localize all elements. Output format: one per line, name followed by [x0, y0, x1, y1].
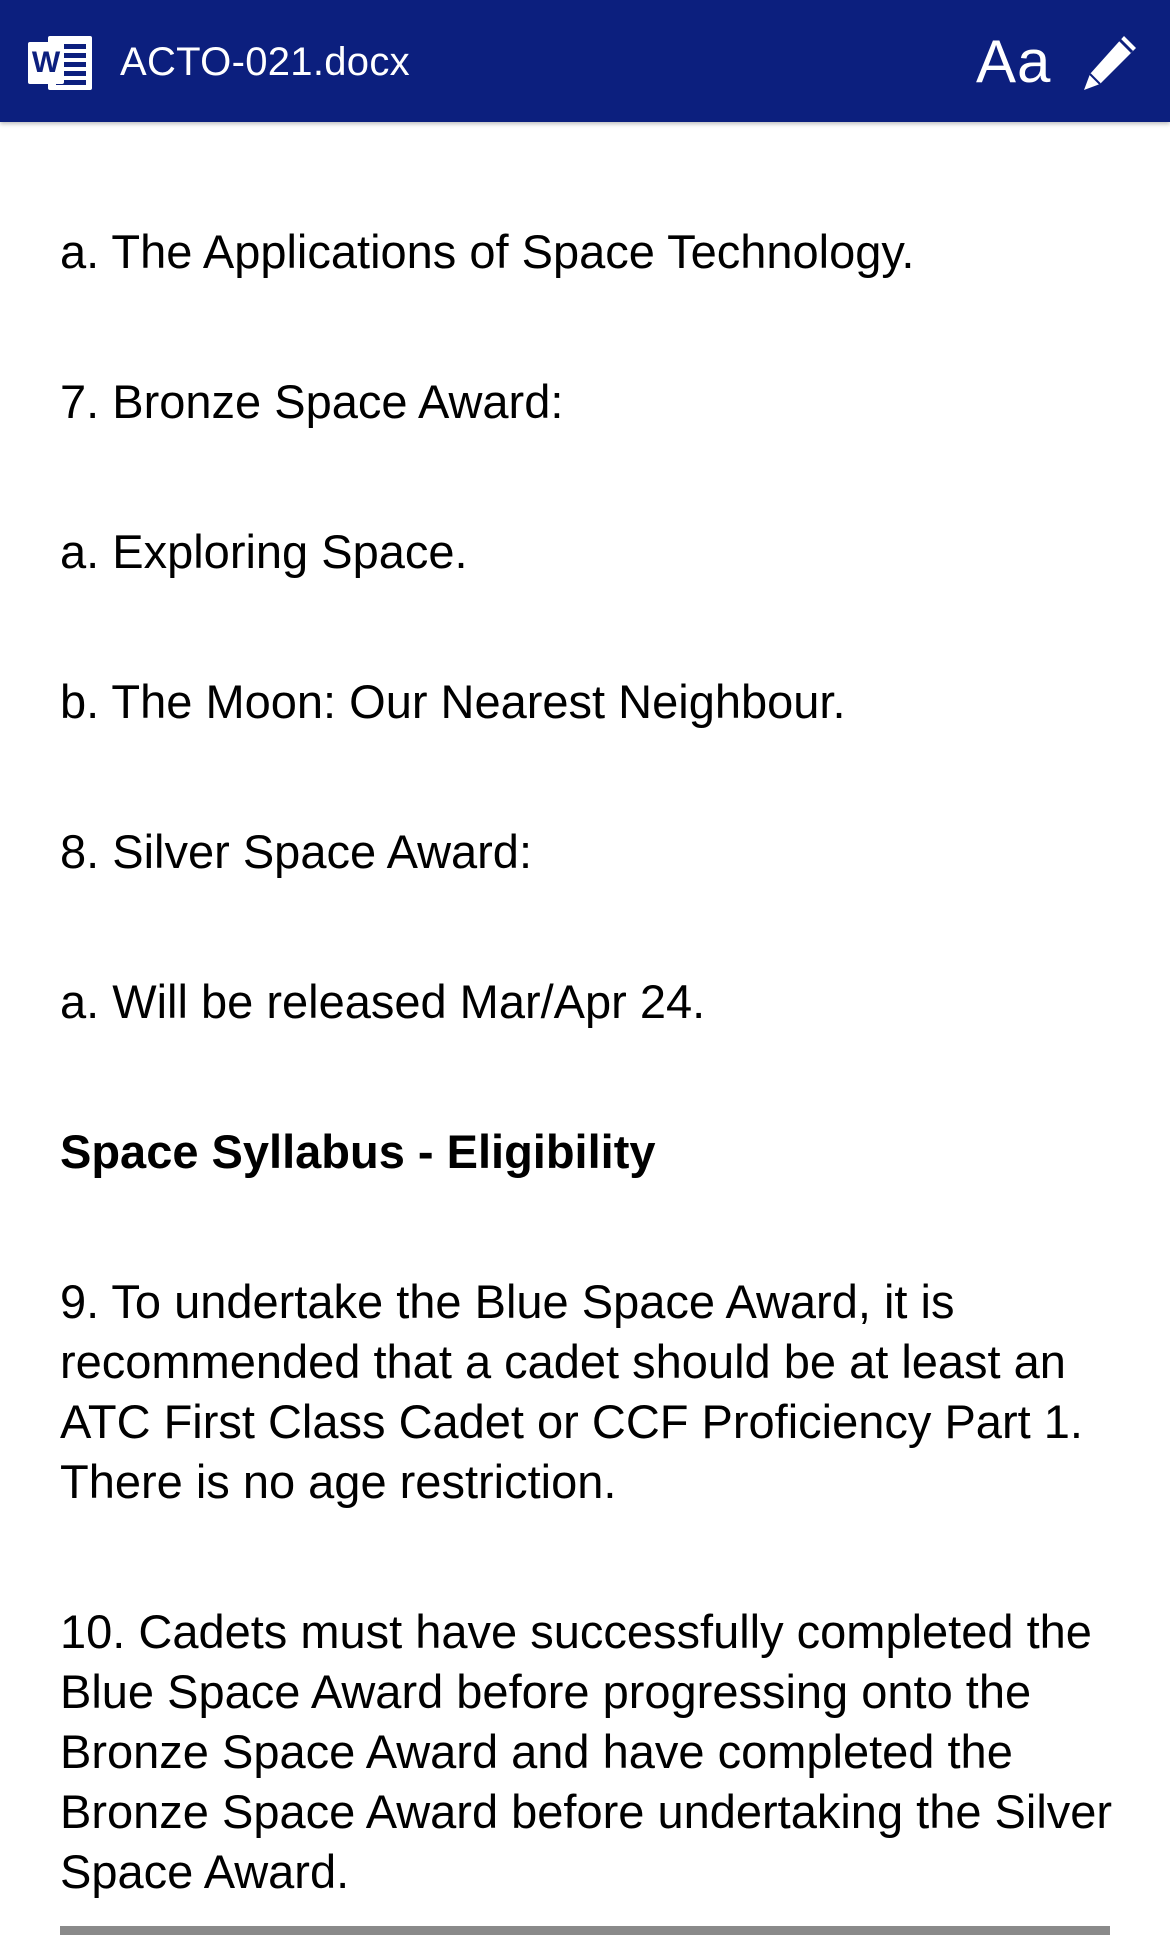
paragraph-item-a-release: a. Will be released Mar/Apr 24. — [60, 975, 706, 1028]
paragraph-silver-award: 8. Silver Space Award: — [60, 825, 532, 878]
paragraph-item-a-exploring: a. Exploring Space. — [60, 525, 468, 578]
page-divider — [60, 1926, 1110, 1935]
paragraph-item-b-moon: b. The Moon: Our Nearest Neighbour. — [60, 675, 846, 728]
document-title: ACTO-021.docx — [120, 40, 410, 84]
paragraph-bronze-award: 7. Bronze Space Award: — [60, 375, 564, 428]
svg-text:W: W — [31, 46, 61, 79]
paragraph-10-progression: 10. Cadets must have successfully completed the Blue Space Award before progressing onto the Bronze Space Award and have completed the Bronze Space Award before undertaking the Silver Space Award. — [60, 1605, 1113, 1898]
pencil-icon[interactable] — [1076, 30, 1142, 96]
section-heading-eligibility: Space Syllabus - Eligibility — [60, 1125, 656, 1178]
paragraph-item-a-applications: a. The Applications of Space Technology. — [60, 225, 915, 278]
font-settings-button[interactable]: Aa — [976, 28, 1052, 95]
app-header — [0, 0, 1170, 122]
word-app-icon[interactable] — [26, 34, 94, 92]
paragraph-9-eligibility: 9. To undertake the Blue Space Award, it is recommended that a cadet should be at least an ATC First Class Cadet or CCF Proficiency Part 1. There is no age restriction. — [60, 1275, 1083, 1508]
